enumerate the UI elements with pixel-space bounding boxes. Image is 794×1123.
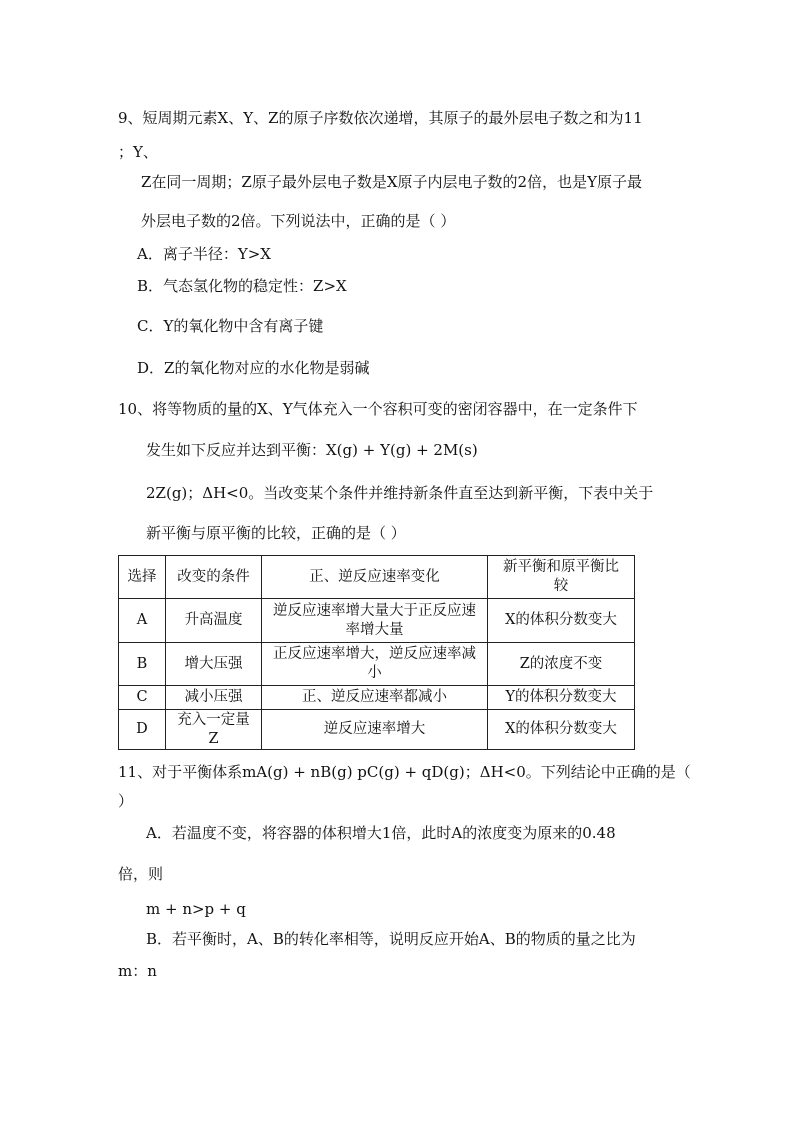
q11-stem-line-1: 11、对于平衡体系mA(g) + nB(g) pC(g) + qD(g)；ΔH<0。下列结论中正确的是（ bbox=[118, 763, 691, 781]
table-header-cell: 正、逆反应速率变化 bbox=[262, 556, 488, 599]
table-cell: C bbox=[119, 686, 166, 710]
table-cell: 逆反应速率增大 bbox=[262, 710, 488, 750]
q9-stem-line-3: Z在同一周期；Z原子最外层电子数是X原子内层电子数的2倍，也是Y原子最 bbox=[141, 173, 642, 191]
table-cell: B bbox=[119, 643, 166, 686]
table-cell: 正、逆反应速率都减小 bbox=[262, 686, 488, 710]
q9-stem-line-4: 外层电子数的2倍。下列说法中，正确的是（ ） bbox=[141, 212, 456, 230]
q10-stem-line-2: 发生如下反应并达到平衡：X(g) + Y(g) + 2M(s) bbox=[146, 441, 478, 459]
q9-option-c: C．Y的氧化物中含有离子键 bbox=[137, 317, 324, 335]
q9-option-a: A．离子半径：Y>X bbox=[137, 245, 271, 263]
q9-option-b: B．气态氢化物的稳定性：Z>X bbox=[137, 277, 347, 295]
table-cell: 逆反应速率增大量大于正反应速率增大量 bbox=[262, 599, 488, 643]
table-header-cell: 新平衡和原平衡比较 bbox=[488, 556, 635, 599]
comparison-table bbox=[118, 555, 635, 750]
table-header-cell: 改变的条件 bbox=[166, 556, 262, 599]
q11-option-a-line-2: 倍，则 bbox=[118, 865, 164, 883]
table-header-cell: 选择 bbox=[119, 556, 166, 599]
table-cell: Z的浓度不变 bbox=[488, 643, 635, 686]
q11-stem-line-2: ） bbox=[118, 792, 134, 810]
table-row bbox=[119, 686, 635, 710]
q11-option-a-line-1: A．若温度不变，将容器的体积增大1倍，此时A的浓度变为原来的0.48 bbox=[146, 824, 616, 842]
q11-option-b-line-2: m：n bbox=[118, 962, 157, 980]
table-row bbox=[119, 710, 635, 750]
q11-option-a-line-3: m + n>p + q bbox=[146, 900, 246, 918]
q10-stem-line-1: 10、将等物质的量的X、Y气体充入一个容积可变的密闭容器中，在一定条件下 bbox=[118, 400, 638, 418]
table-row bbox=[119, 643, 635, 686]
table-header-row bbox=[119, 556, 635, 599]
table-cell: A bbox=[119, 599, 166, 643]
table-cell: Y的体积分数变大 bbox=[488, 686, 635, 710]
table-cell: 增大压强 bbox=[166, 643, 262, 686]
table-cell: D bbox=[119, 710, 166, 750]
q10-stem-line-4: 新平衡与原平衡的比较，正确的是（ ） bbox=[146, 524, 406, 542]
q9-stem-line-1: 9、短周期元素X、Y、Z的原子序数依次递增，其原子的最外层电子数之和为11 bbox=[118, 109, 643, 127]
table-cell: 升高温度 bbox=[166, 599, 262, 643]
table-cell: 减小压强 bbox=[166, 686, 262, 710]
q9-stem-line-2: ；Y、 bbox=[118, 143, 158, 161]
table-cell: 充入一定量Z bbox=[166, 710, 262, 750]
table-row bbox=[119, 599, 635, 643]
table-cell: 正反应速率增大，逆反应速率减小 bbox=[262, 643, 488, 686]
q9-option-d: D．Z的氧化物对应的水化物是弱碱 bbox=[137, 359, 370, 377]
q10-stem-line-3: 2Z(g)；ΔH<0。当改变某个条件并维持新条件直至达到新平衡，下表中关于 bbox=[146, 484, 654, 502]
table-cell: X的体积分数变大 bbox=[488, 710, 635, 750]
table-cell: X的体积分数变大 bbox=[488, 599, 635, 643]
q11-option-b-line-1: B．若平衡时，A、B的转化率相等，说明反应开始A、B的物质的量之比为 bbox=[146, 930, 636, 948]
